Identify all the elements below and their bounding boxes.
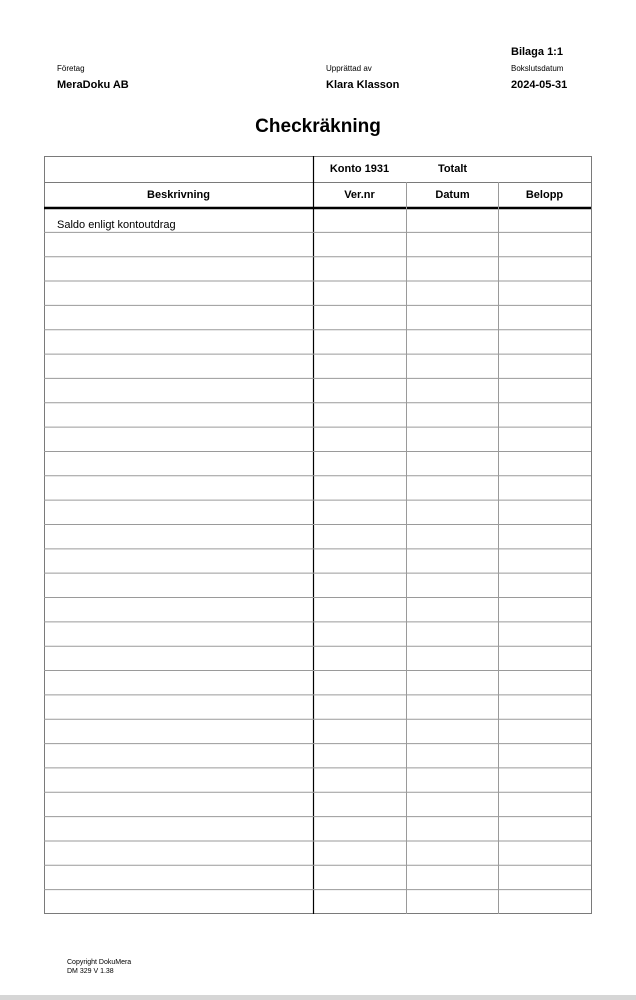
page-bottom-edge xyxy=(0,995,636,1000)
company-label: Företag xyxy=(57,64,85,73)
closing-date-label: Bokslutsdatum xyxy=(511,64,564,73)
column-header-description: Beskrivning xyxy=(147,189,210,201)
copyright-text: Copyright DokuMera xyxy=(67,959,132,966)
version-text: DM 329 V 1.38 xyxy=(67,968,114,975)
account-header: Konto 1931 xyxy=(329,163,390,175)
table-row: Saldo enligt kontoutdrag xyxy=(57,219,176,231)
bilaga-label: Bilaga 1:1 xyxy=(511,46,563,58)
closing-date-value: 2024-05-31 xyxy=(511,79,568,91)
prepared-by-label: Upprättad av xyxy=(326,64,372,73)
page-title: Checkräkning xyxy=(255,116,381,137)
prepared-by-value: Klara Klasson xyxy=(326,79,400,91)
total-header: Totalt xyxy=(437,163,468,175)
column-header-amount: Belopp xyxy=(525,189,564,201)
column-header-date: Datum xyxy=(435,189,470,201)
column-header-ver-nr: Ver.nr xyxy=(344,189,375,201)
company-value: MeraDoku AB xyxy=(57,79,129,91)
